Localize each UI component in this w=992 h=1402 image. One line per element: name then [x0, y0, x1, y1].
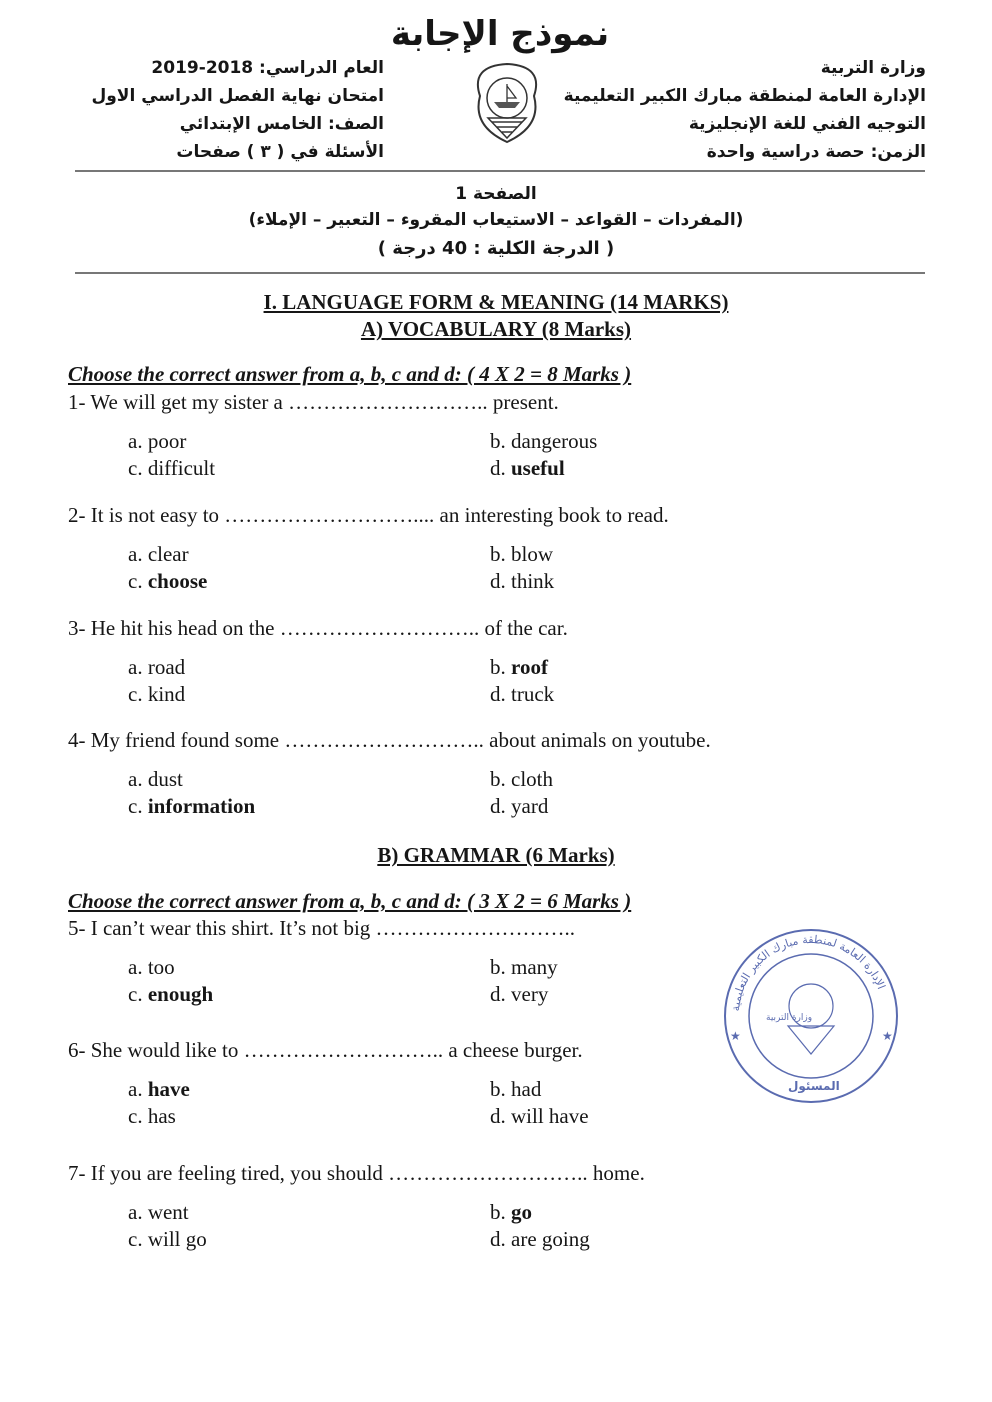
answer-option: a. dust — [128, 767, 183, 791]
header-left-block — [91, 54, 384, 166]
question-text: 2- It is not easy to ……………………….... an interesting book to read. — [68, 503, 669, 527]
question-text: 6- She would like to ……………………….. a cheese burger. — [68, 1038, 583, 1062]
total-marks: ( الدرجة الكلية : 40 درجة ) — [377, 238, 615, 259]
answer-option: d. think — [490, 569, 555, 593]
svg-text:★: ★ — [882, 1029, 893, 1043]
header-divider — [75, 170, 925, 172]
header-left-line: الأسئلة في ( ٣ ) صفحات — [176, 142, 384, 162]
correct-option: d. useful — [490, 456, 565, 480]
stamp-inner-text: وزارة التربية — [766, 1013, 813, 1023]
correct-option: b. roof — [490, 655, 548, 679]
answer-option: c. kind — [128, 682, 186, 706]
correct-option: b. go — [490, 1200, 532, 1224]
answer-option: b. had — [490, 1077, 542, 1101]
answer-option: b. dangerous — [490, 429, 598, 453]
section-divider — [75, 272, 925, 274]
part-title: I. LANGUAGE FORM & MEANING (14 MARKS) — [263, 290, 729, 314]
question-text: 4- My friend found some ……………………….. about animals on youtube. — [68, 728, 711, 752]
grammar-instruction: Choose the correct answer from a, b, c and d: ( 3 X 2 = 6 Marks ) — [68, 889, 632, 913]
answer-option: d. truck — [490, 682, 555, 706]
header-right-line: الزمن: حصة دراسية واحدة — [706, 142, 926, 162]
answer-option: c. has — [128, 1104, 176, 1128]
question-text: 1- We will get my sister a ……………………….. present. — [68, 390, 559, 414]
answer-option: a. too — [128, 955, 175, 979]
vocabulary-title: A) VOCABULARY (8 Marks) — [360, 317, 632, 341]
svg-text:★: ★ — [730, 1029, 741, 1043]
header-right-line: وزارة التربية — [820, 58, 926, 78]
answer-option: c. difficult — [128, 456, 216, 480]
answer-option: c. will go — [128, 1227, 207, 1251]
stamp-bottom-text: المسئول — [788, 1079, 840, 1093]
question-text: 7- If you are feeling tired, you should ……………………….. home. — [68, 1161, 645, 1185]
answer-option: b. many — [490, 955, 558, 979]
header-right-block — [563, 54, 926, 166]
answer-option: d. very — [490, 982, 549, 1006]
question-text: 3- He hit his head on the ……………………….. of the car. — [68, 616, 568, 640]
answer-option: a. poor — [128, 429, 187, 453]
answer-option: b. blow — [490, 542, 553, 566]
correct-option: c. enough — [128, 982, 214, 1006]
header-left-line: الصف: الخامس الإبتدائي — [179, 114, 384, 134]
answer-key-title: نموذج الإجابة — [390, 14, 610, 54]
answer-option: b. cloth — [490, 767, 553, 791]
answer-option: d. will have — [490, 1104, 589, 1128]
vocabulary-instruction: Choose the correct answer from a, b, c and d: ( 4 X 2 = 8 Marks ) — [68, 362, 632, 386]
correct-option: c. choose — [128, 569, 208, 593]
answer-option: a. clear — [128, 542, 189, 566]
page-label: الصفحة 1 — [455, 184, 537, 204]
header-left-line: امتحان نهاية الفصل الدراسي الاول — [91, 86, 384, 106]
answer-option: a. road — [128, 655, 186, 679]
stamp-text: الإدارة العامة لمنطقة مبارك الكبير التعليمية — [729, 933, 888, 1012]
answer-option: d. are going — [490, 1227, 590, 1251]
question-text: 5- I can’t wear this shirt. It’s not big ……………………….. — [68, 916, 576, 940]
correct-option: c. information — [128, 794, 256, 818]
kuwait-emblem-icon — [470, 56, 544, 146]
answer-option: d. yard — [490, 794, 549, 818]
grammar-title: B) GRAMMAR (6 Marks) — [377, 843, 615, 867]
header-right-line: التوجيه الفني للغة الإنجليزية — [688, 114, 926, 134]
correct-option: a. have — [128, 1077, 190, 1101]
answer-option: a. went — [128, 1200, 189, 1224]
official-stamp — [718, 922, 904, 1110]
header-right-line: الإدارة العامة لمنطقة مبارك الكبير التعليمية — [563, 86, 926, 106]
header-left-line: العام الدراسي: 2018-2019 — [151, 58, 384, 78]
exam-sections: (المفردات – القواعد – الاستيعاب المقروء – التعبير – الإملاء) — [248, 210, 744, 230]
